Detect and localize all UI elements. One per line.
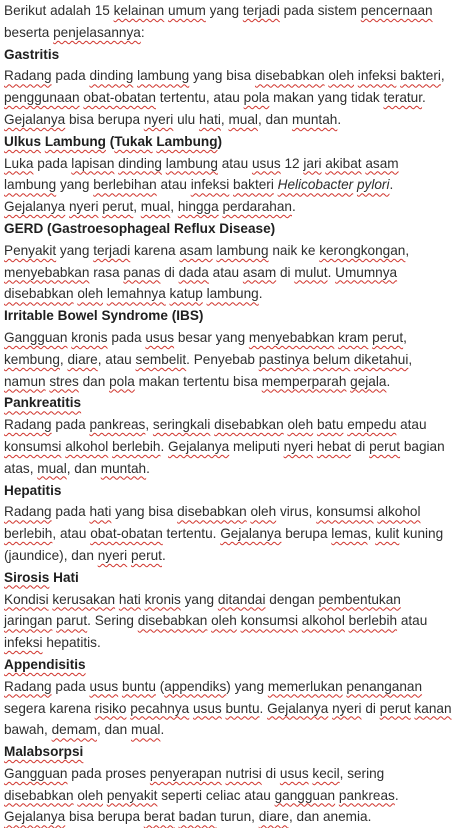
spellcheck-mark[interactable]: perut (369, 438, 401, 454)
spellcheck-mark[interactable]: asam (365, 155, 399, 171)
spellcheck-mark[interactable]: kronis (144, 591, 181, 607)
section-description: Gangguan pada proses penyerapan nutrisi di usus kecil, sering disebabkan oleh penyakit seperti celiac atau gangguan pankreas. Gejalanya bisa berupa berat badan turun, diare, dan anemia. (4, 765, 399, 825)
spellcheck-mark[interactable]: diketahui (353, 351, 409, 367)
spellcheck-mark[interactable]: berat (143, 809, 175, 825)
spellcheck-mark[interactable]: Penyakit (4, 242, 57, 258)
spellcheck-mark[interactable]: batu (316, 417, 344, 433)
spellcheck-mark[interactable]: hebat (316, 438, 351, 454)
spellcheck-mark[interactable]: buntu (225, 700, 260, 716)
spellcheck-mark[interactable]: kronis (71, 329, 108, 345)
section-description: Radang pada hati yang bisa disebabkan oleh virus, konsumsi alkohol berlebih, atau obat-obatan tertentu. Gejalanya berupa lemas, kulit kuning (jaundice), dan nyeri perut. (4, 504, 444, 563)
spellcheck-mark[interactable]: muntah (100, 460, 147, 476)
spellcheck-mark[interactable]: teratur (383, 90, 423, 106)
spellcheck-mark[interactable]: lambung (4, 177, 57, 193)
spellcheck-mark[interactable]: oleh (77, 286, 104, 302)
spellcheck-mark[interactable]: obat-obatan (83, 90, 156, 106)
spellcheck-mark[interactable]: seringkali (152, 417, 211, 433)
spellcheck-mark[interactable]: lapisan (71, 155, 115, 171)
section-description: Radang pada pankreas, seringkali disebabkan oleh batu empedu atau konsumsi alkohol berlebih. Gejalanya meliputi nyeri hebat di perut bagian atas, mual, dan muntah. (4, 417, 445, 476)
section-description: Kondisi kerusakan hati kronis yang ditandai dengan pembentukan jaringan parut. Sering disebabkan oleh konsumsi alkohol berlebih atau infeksi hepatitis. (4, 591, 428, 651)
spellcheck-mark[interactable]: usus (251, 155, 281, 171)
spellcheck-mark[interactable]: perut (102, 199, 134, 215)
spellcheck-mark[interactable]: terjadi (93, 242, 131, 258)
section-title: Irritable Bowel Syndrome (IBS) (4, 308, 204, 324)
spellcheck-mark[interactable]: Gangguan (4, 765, 68, 781)
spellcheck-mark[interactable]: lambung (165, 155, 218, 171)
section-description: Gangguan kronis pada usus besar yang menyebabkan kram perut, kembung, diare, atau sembelit. Penyebab pastinya belum diketahui, namun stres dan pola makan tertentu bisa memperparah gejala. (4, 329, 413, 389)
spellcheck-mark[interactable]: penggunaan (4, 90, 80, 106)
spellcheck-mark[interactable]: oleh (250, 504, 277, 520)
spellcheck-mark[interactable]: Sirosis (4, 569, 50, 585)
spellcheck-mark[interactable]: pylori (356, 177, 390, 193)
spellcheck-mark[interactable]: risiko (94, 700, 127, 716)
spellcheck-mark[interactable]: Kondisi (4, 591, 49, 607)
section-description: Radang pada usus buntu (appendiks) yang memerlukan penanganan segera karena risiko pecahnya usus buntu. Gejalanya nyeri di perut kanan bawah, demam, dan mual. (4, 678, 452, 738)
spellcheck-mark[interactable]: kerongkongan (319, 242, 406, 258)
spellcheck-mark[interactable]: lemahnya (106, 286, 166, 302)
spellcheck-mark[interactable]: mual (228, 111, 258, 127)
spellcheck-mark[interactable]: disebabkan (177, 504, 247, 520)
section-description: Penyakit yang terjadi karena asam lambung naik ke kerongkongan, menyebabkan rasa panas di dada atau asam di mulut. Umumnya disebabkan oleh lemahnya katup lambung. (4, 242, 410, 302)
spellcheck-mark[interactable]: nyeri (143, 111, 174, 127)
spellcheck-mark[interactable]: berlebih (348, 613, 398, 629)
spellcheck-mark[interactable]: lambung (216, 242, 269, 258)
spellcheck-mark[interactable]: oleh (328, 68, 355, 84)
section-item (4, 392, 452, 479)
section-item (4, 131, 452, 218)
spellcheck-mark[interactable]: Tukak (114, 133, 153, 149)
spellcheck-mark[interactable]: umum (168, 3, 206, 18)
spellcheck-mark[interactable]: bakteri (233, 177, 274, 193)
spellcheck-mark[interactable]: Lambung (156, 133, 218, 149)
spellcheck-mark[interactable]: Pankreatitis (4, 395, 82, 411)
spellcheck-mark[interactable]: infeksi (4, 635, 43, 651)
spellcheck-mark[interactable]: alkohol (377, 504, 421, 520)
spellcheck-mark[interactable]: dinding (118, 155, 162, 171)
spellcheck-mark[interactable]: terjadi (242, 3, 280, 18)
section-item (4, 44, 452, 131)
section-description: Luka pada lapisan dinding lambung atau usus 12 jari akibat asam lambung yang berlebihan atau infeksi bakteri Helicobacter pylori. Gejalanya nyeri perut, mual, hingga perdarahan. (4, 155, 399, 215)
spellcheck-mark[interactable]: hati (199, 111, 221, 127)
section-item (4, 218, 452, 305)
spellcheck-mark[interactable]: katup (169, 286, 203, 302)
spellcheck-mark[interactable]: berlebihan (93, 177, 157, 193)
spellcheck-mark[interactable]: penyakit (106, 787, 158, 803)
section-item (4, 305, 452, 392)
spellcheck-mark[interactable]: Gejalanya (4, 111, 66, 127)
section-description: Radang pada dinding lambung yang bisa disebabkan oleh infeksi bakteri, penggunaan obat-obatan tertentu, atau pola makan yang tidak teratur. Gejalanya bisa berupa nyeri ulu hati, mual, dan muntah. (4, 68, 445, 127)
spellcheck-mark[interactable]: hati (89, 504, 112, 520)
spellcheck-mark[interactable]: berlebih (112, 438, 161, 454)
spellcheck-mark[interactable]: nyeri (97, 547, 128, 563)
spellcheck-mark[interactable]: oleh (77, 787, 104, 803)
section-title (4, 741, 452, 763)
spellcheck-mark[interactable]: pastinya (258, 351, 310, 367)
spellcheck-mark[interactable]: menyebabkan (4, 264, 90, 280)
spellcheck-mark[interactable]: Gejalanya (4, 809, 66, 825)
section-item (4, 741, 452, 828)
spellcheck-mark[interactable]: bakteri (400, 68, 441, 84)
spellcheck-mark[interactable]: disebabkan (254, 68, 325, 84)
scientific-name (278, 177, 390, 192)
spellcheck-mark[interactable]: kram (338, 329, 369, 345)
spellcheck-mark[interactable]: mual (140, 199, 171, 215)
spellcheck-mark[interactable]: panas (123, 264, 161, 280)
spellcheck-mark[interactable]: gangguan (274, 787, 336, 803)
spellcheck-mark[interactable]: alkohol (65, 438, 109, 454)
section-item (4, 480, 452, 567)
spellcheck-mark[interactable]: buntu (121, 678, 156, 694)
spellcheck-mark[interactable]: Malabsorpsi (4, 744, 84, 760)
spellcheck-mark[interactable]: penyerapan (149, 765, 222, 781)
spellcheck-mark[interactable]: mual (37, 460, 67, 476)
spellcheck-mark[interactable]: pecahnya (130, 700, 190, 716)
spellcheck-mark[interactable]: Gangguan (4, 329, 68, 345)
spellcheck-mark[interactable]: kecil (312, 765, 340, 781)
spellcheck-mark[interactable]: perut (130, 547, 162, 563)
spellcheck-mark[interactable]: asam (179, 242, 213, 258)
spellcheck-mark[interactable]: ditandai (217, 591, 266, 607)
spellcheck-mark[interactable]: pankreas (338, 787, 395, 803)
section-title (4, 654, 452, 676)
spellcheck-mark[interactable]: dinding (89, 68, 134, 84)
spellcheck-mark[interactable]: empedu (347, 417, 397, 433)
spellcheck-mark[interactable]: usus (192, 700, 222, 716)
spellcheck-mark[interactable]: konsumsi (316, 504, 374, 520)
spellcheck-mark[interactable]: berlebih (4, 526, 53, 542)
spellcheck-mark[interactable]: kelainan (113, 3, 165, 18)
section-title (4, 392, 452, 414)
spellcheck-mark[interactable]: penjelasannya (53, 24, 141, 40)
spellcheck-mark[interactable]: Helicobacter (277, 177, 354, 193)
section-title: GERD (Gastroesophageal Reflux Disease) (4, 220, 276, 236)
spellcheck-mark[interactable]: infeksi (190, 177, 230, 193)
spellcheck-mark[interactable]: disebabkan (137, 613, 208, 629)
spellcheck-mark[interactable]: namun (4, 373, 46, 389)
spellcheck-mark[interactable]: kanan (414, 700, 452, 716)
spellcheck-mark[interactable]: pola (243, 90, 270, 106)
spellcheck-mark[interactable]: disebabkan (214, 417, 284, 433)
section-title: Ulkus Lambung (Tukak Lambung) (4, 133, 223, 149)
spellcheck-mark[interactable]: kerusakan (52, 591, 116, 607)
spellcheck-mark[interactable]: memerlukan (267, 678, 343, 694)
spellcheck-mark[interactable]: diare (67, 351, 98, 367)
spellcheck-mark[interactable]: Radang (4, 68, 52, 84)
section-item (4, 567, 452, 654)
spellcheck-mark[interactable]: obat-obatan (90, 526, 163, 542)
spellcheck-mark[interactable]: perdarahan (222, 199, 292, 215)
spellcheck-mark[interactable]: usus (145, 329, 175, 345)
spellcheck-mark[interactable]: gejala (350, 373, 387, 389)
spellcheck-mark[interactable]: Gejalanya (220, 526, 282, 542)
spellcheck-mark[interactable]: menyebabkan (248, 329, 335, 345)
spellcheck-mark[interactable]: memperparah (261, 373, 347, 389)
spellcheck-mark[interactable]: nutrisi (225, 765, 262, 781)
spellcheck-mark[interactable]: Lambung (44, 133, 106, 149)
spellcheck-mark[interactable]: kulit (375, 526, 400, 542)
section-title: Sirosis Hati (4, 569, 79, 585)
spellcheck-mark[interactable]: nyeri (283, 438, 314, 454)
spellcheck-mark[interactable]: oleh (211, 613, 237, 629)
spellcheck-mark[interactable]: appendiks (164, 678, 227, 694)
spellcheck-mark[interactable]: oleh (287, 417, 314, 433)
spellcheck-mark[interactable]: Radang (4, 678, 52, 694)
spellcheck-mark[interactable]: nyeri (332, 700, 362, 716)
spellcheck-mark[interactable]: nyeri (69, 199, 99, 215)
spellcheck-mark[interactable]: pembentukan (318, 591, 401, 607)
spellcheck-mark[interactable]: diare (258, 809, 289, 825)
spellcheck-mark[interactable]: dada (178, 264, 209, 280)
section-title: Hepatitis (4, 482, 62, 498)
spellcheck-mark[interactable]: Appendisitis (4, 656, 86, 672)
spellcheck-mark[interactable]: demam (51, 722, 97, 738)
spellcheck-mark[interactable]: jaringan (4, 613, 53, 629)
spellcheck-mark[interactable]: infeksi (357, 68, 397, 84)
spellcheck-mark[interactable]: Gejalanya (168, 438, 230, 454)
spellcheck-mark[interactable]: usus (279, 765, 309, 781)
document-body[interactable] (4, 0, 452, 828)
spellcheck-mark[interactable]: usus (89, 678, 119, 694)
spellcheck-mark[interactable]: disebabkan (4, 286, 74, 302)
spellcheck-mark[interactable]: kembung (4, 351, 60, 367)
spellcheck-mark[interactable]: Gejalanya (267, 700, 329, 716)
spellcheck-mark[interactable]: Umumnya (335, 264, 398, 280)
spellcheck-mark[interactable]: akibat (325, 155, 362, 171)
spellcheck-mark[interactable]: Radang (4, 417, 52, 433)
spellcheck-mark[interactable]: pola (109, 373, 135, 389)
spellcheck-mark[interactable]: penanganan (346, 678, 423, 694)
intro-paragraph: Berikut adalah 15 kelainan umum yang terjadi pada sistem pencernaan beserta penjelasannya: (4, 3, 433, 40)
spellcheck-mark[interactable]: pencernaan (360, 3, 433, 18)
spellcheck-mark[interactable]: perut (379, 700, 411, 716)
section-title: Gastritis (4, 46, 60, 62)
spellcheck-mark[interactable]: hingga (177, 199, 219, 215)
spellcheck-mark[interactable]: disebabkan (4, 787, 74, 803)
spellcheck-mark[interactable]: Ulkus (4, 133, 42, 149)
spellcheck-mark[interactable]: jari (303, 155, 322, 171)
spellcheck-mark[interactable]: mual (130, 722, 161, 738)
spellcheck-mark[interactable]: asam (242, 264, 277, 280)
spellcheck-mark[interactable]: konsumsi (4, 438, 62, 454)
spellcheck-mark[interactable]: Luka (4, 155, 34, 171)
spellcheck-mark[interactable]: parut (56, 613, 88, 629)
spellcheck-mark[interactable]: Radang (4, 504, 52, 520)
spellcheck-mark[interactable]: lambung (206, 286, 259, 302)
spellcheck-mark[interactable]: mulut (294, 264, 328, 280)
spellcheck-mark[interactable]: badan (178, 809, 217, 825)
spellcheck-mark[interactable]: perut (372, 329, 404, 345)
spellcheck-mark[interactable]: lemas (331, 526, 368, 542)
spellcheck-mark[interactable]: stres (49, 373, 79, 389)
sections-list (4, 44, 452, 828)
spellcheck-mark[interactable]: pankreas (89, 417, 146, 433)
spellcheck-mark[interactable]: Gejalanya (4, 199, 66, 215)
spellcheck-mark[interactable]: muntah (291, 111, 338, 127)
section-item (4, 654, 452, 741)
spellcheck-mark[interactable]: alkohol (301, 613, 345, 629)
spellcheck-mark[interactable]: belum (313, 351, 351, 367)
spellcheck-mark[interactable]: konsumsi (240, 613, 299, 629)
spellcheck-mark[interactable]: lambung (137, 68, 190, 84)
spellcheck-mark[interactable]: hati (118, 591, 141, 607)
spellcheck-mark[interactable]: sembelit (135, 351, 187, 367)
